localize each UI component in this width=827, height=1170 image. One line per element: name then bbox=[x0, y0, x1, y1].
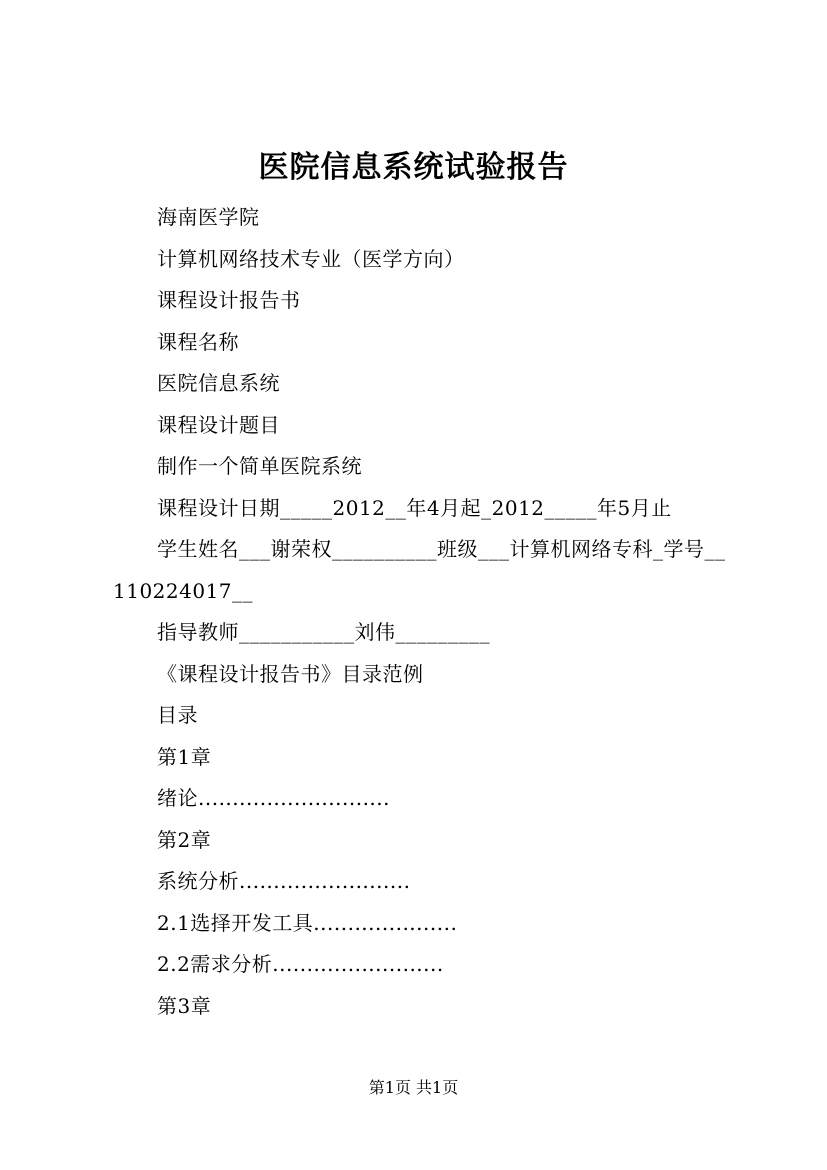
paragraph-toc-example: 《课程设计报告书》目录范例 bbox=[157, 661, 424, 686]
paragraph-topic: 制作一个简单医院系统 bbox=[157, 454, 362, 478]
toc-entry-2-2: 2.2需求分析......................... bbox=[157, 952, 444, 976]
paragraph-school: 海南医学院 bbox=[157, 205, 260, 229]
toc-entry-system-analysis: 系统分析......................... bbox=[157, 869, 411, 893]
paragraph-major: 计算机网络技术专业（医学方向） bbox=[157, 246, 465, 271]
paragraph-instructor: 指导教师___________刘伟_________ bbox=[157, 620, 490, 644]
paragraph-student-info: 学生姓名___谢荣权__________班级___计算机网络专科_学号__110224017__ bbox=[113, 537, 726, 603]
document-body bbox=[113, 197, 733, 1027]
paragraph-topic-label: 课程设计题目 bbox=[157, 412, 280, 437]
document-title: 医院信息系统试验报告 bbox=[258, 150, 569, 185]
paragraph-course-name-label: 课程名称 bbox=[157, 329, 239, 354]
toc-entry-introduction: 绪论............................ bbox=[157, 786, 391, 810]
paragraph-date: 课程设计日期_____2012__年4月起_2012_____年5月止 bbox=[157, 495, 672, 520]
toc-chapter-3: 第3章 bbox=[157, 993, 212, 1018]
paragraph-toc-heading: 目录 bbox=[157, 703, 198, 727]
paragraph-course-name: 医院信息系统 bbox=[157, 371, 280, 395]
page-footer: 第1页 共1页 bbox=[368, 1078, 459, 1097]
toc-chapter-1: 第1章 bbox=[157, 744, 212, 769]
toc-entry-2-1: 2.1选择开发工具..................... bbox=[157, 910, 458, 935]
toc-chapter-2: 第2章 bbox=[157, 827, 212, 852]
paragraph-report-type: 课程设计报告书 bbox=[157, 288, 301, 312]
